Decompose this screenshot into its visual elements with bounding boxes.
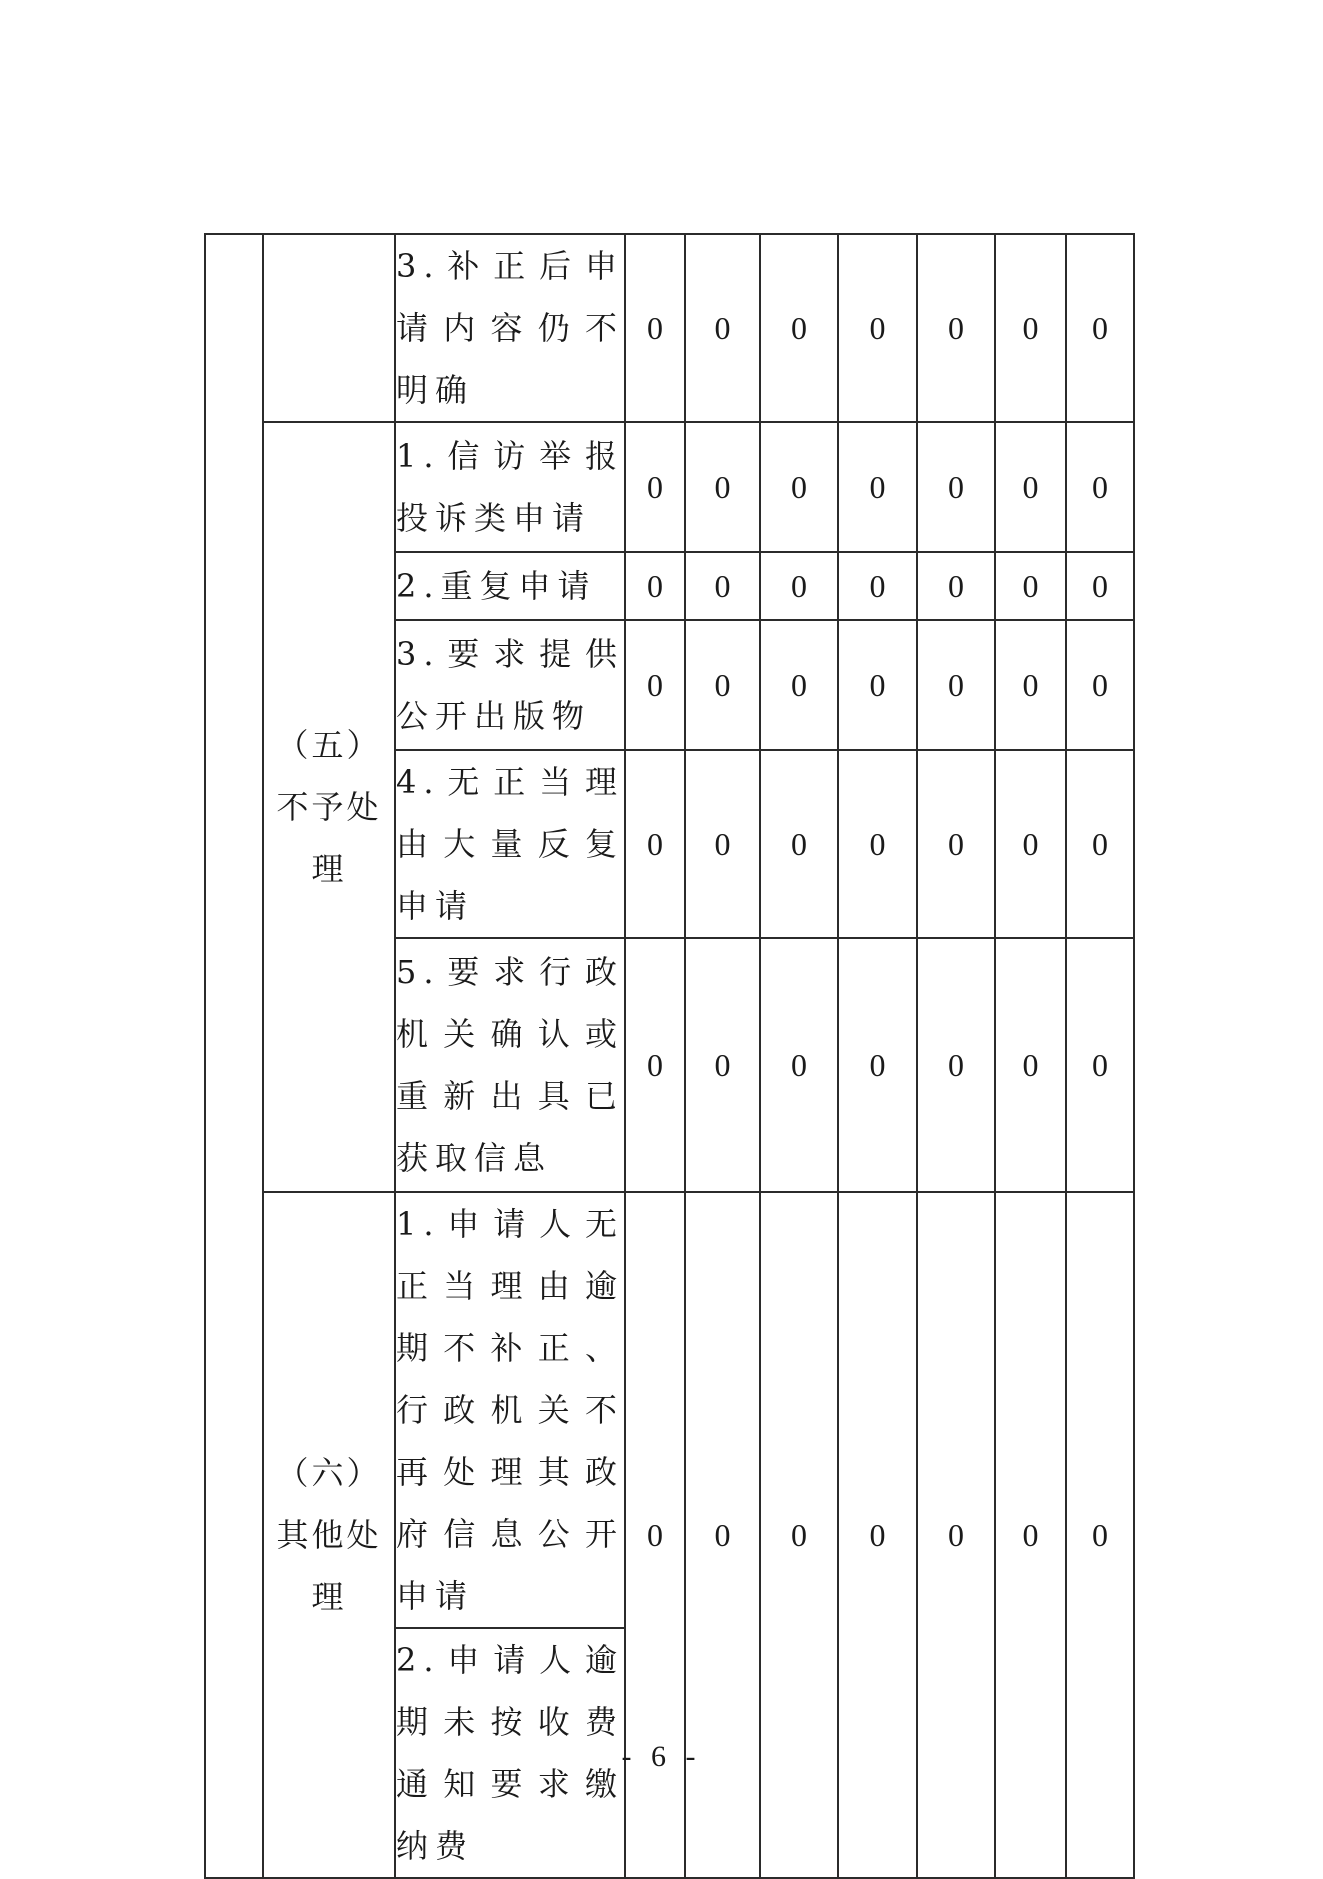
row-item-label: 4.无正当理由大量反复申请 bbox=[395, 750, 625, 938]
table-row bbox=[205, 422, 1134, 552]
page-number: - 6 - bbox=[621, 1740, 702, 1773]
value-cell: 0 bbox=[760, 234, 838, 422]
value-cell: 0 bbox=[760, 620, 838, 750]
value-cell: 0 bbox=[995, 234, 1066, 422]
value-cell: 0 bbox=[917, 750, 995, 938]
value-cell: 0 bbox=[625, 938, 685, 1192]
row-item-label: 5.要求行政机关确认或重新出具已获取信息 bbox=[395, 938, 625, 1192]
value-cell: 0 bbox=[917, 552, 995, 620]
group-cell-empty bbox=[263, 234, 395, 422]
value-cell: 0 bbox=[685, 422, 760, 552]
value-cell: 0 bbox=[625, 234, 685, 422]
value-cell: 0 bbox=[625, 422, 685, 552]
value-cell: 0 bbox=[625, 750, 685, 938]
value-cell: 0 bbox=[1066, 552, 1134, 620]
value-cell: 0 bbox=[685, 234, 760, 422]
value-cell: 0 bbox=[838, 1192, 917, 1878]
value-cell: 0 bbox=[838, 552, 917, 620]
value-cell: 0 bbox=[1066, 750, 1134, 938]
value-cell: 0 bbox=[625, 552, 685, 620]
value-cell: 0 bbox=[995, 552, 1066, 620]
row-item-label: 3.补正后申请内容仍不明确 bbox=[395, 234, 625, 422]
value-cell: 0 bbox=[995, 750, 1066, 938]
value-cell: 0 bbox=[917, 422, 995, 552]
table-row bbox=[205, 1192, 1134, 1628]
value-cell: 0 bbox=[625, 1192, 685, 1878]
value-cell: 0 bbox=[838, 234, 917, 422]
table-row bbox=[205, 234, 1134, 422]
value-cell: 0 bbox=[1066, 1192, 1134, 1878]
value-cell: 0 bbox=[995, 1192, 1066, 1878]
value-cell: 0 bbox=[995, 938, 1066, 1192]
row-item-label: 3.要求提供公开出版物 bbox=[395, 620, 625, 750]
value-cell: 0 bbox=[1066, 620, 1134, 750]
value-cell: 0 bbox=[685, 552, 760, 620]
statistics-table bbox=[204, 233, 1135, 1879]
value-cell: 0 bbox=[838, 750, 917, 938]
value-cell: 0 bbox=[760, 422, 838, 552]
value-cell: 0 bbox=[838, 422, 917, 552]
value-cell: 0 bbox=[685, 1192, 760, 1878]
value-cell: 0 bbox=[1066, 422, 1134, 552]
value-cell: 0 bbox=[685, 938, 760, 1192]
value-cell: 0 bbox=[685, 620, 760, 750]
value-cell: 0 bbox=[917, 620, 995, 750]
value-cell: 0 bbox=[1066, 938, 1134, 1192]
row-item-label: 2.申请人逾期未按收费通知要求缴纳费 bbox=[395, 1628, 625, 1878]
value-cell: 0 bbox=[917, 1192, 995, 1878]
value-cell: 0 bbox=[838, 938, 917, 1192]
value-cell: 0 bbox=[917, 234, 995, 422]
value-cell: 0 bbox=[760, 552, 838, 620]
value-cell: 0 bbox=[685, 750, 760, 938]
value-cell: 0 bbox=[1066, 234, 1134, 422]
group-label-buyu-chuli: （五）不予处理 bbox=[263, 422, 395, 1192]
value-cell: 0 bbox=[995, 620, 1066, 750]
category-cell-empty bbox=[205, 234, 263, 1878]
value-cell: 0 bbox=[625, 620, 685, 750]
value-cell: 0 bbox=[838, 620, 917, 750]
value-cell: 0 bbox=[995, 422, 1066, 552]
row-item-label: 2.重复申请 bbox=[395, 552, 625, 620]
value-cell: 0 bbox=[760, 750, 838, 938]
row-item-label: 1.信访举报投诉类申请 bbox=[395, 422, 625, 552]
row-item-label: 1.申请人无正当理由逾期不补正、行政机关不再处理其政府信息公开申请 bbox=[395, 1192, 625, 1628]
value-cell: 0 bbox=[760, 938, 838, 1192]
value-cell: 0 bbox=[760, 1192, 838, 1878]
value-cell: 0 bbox=[917, 938, 995, 1192]
group-label-qita-chuli: （六）其他处理 bbox=[263, 1192, 395, 1878]
